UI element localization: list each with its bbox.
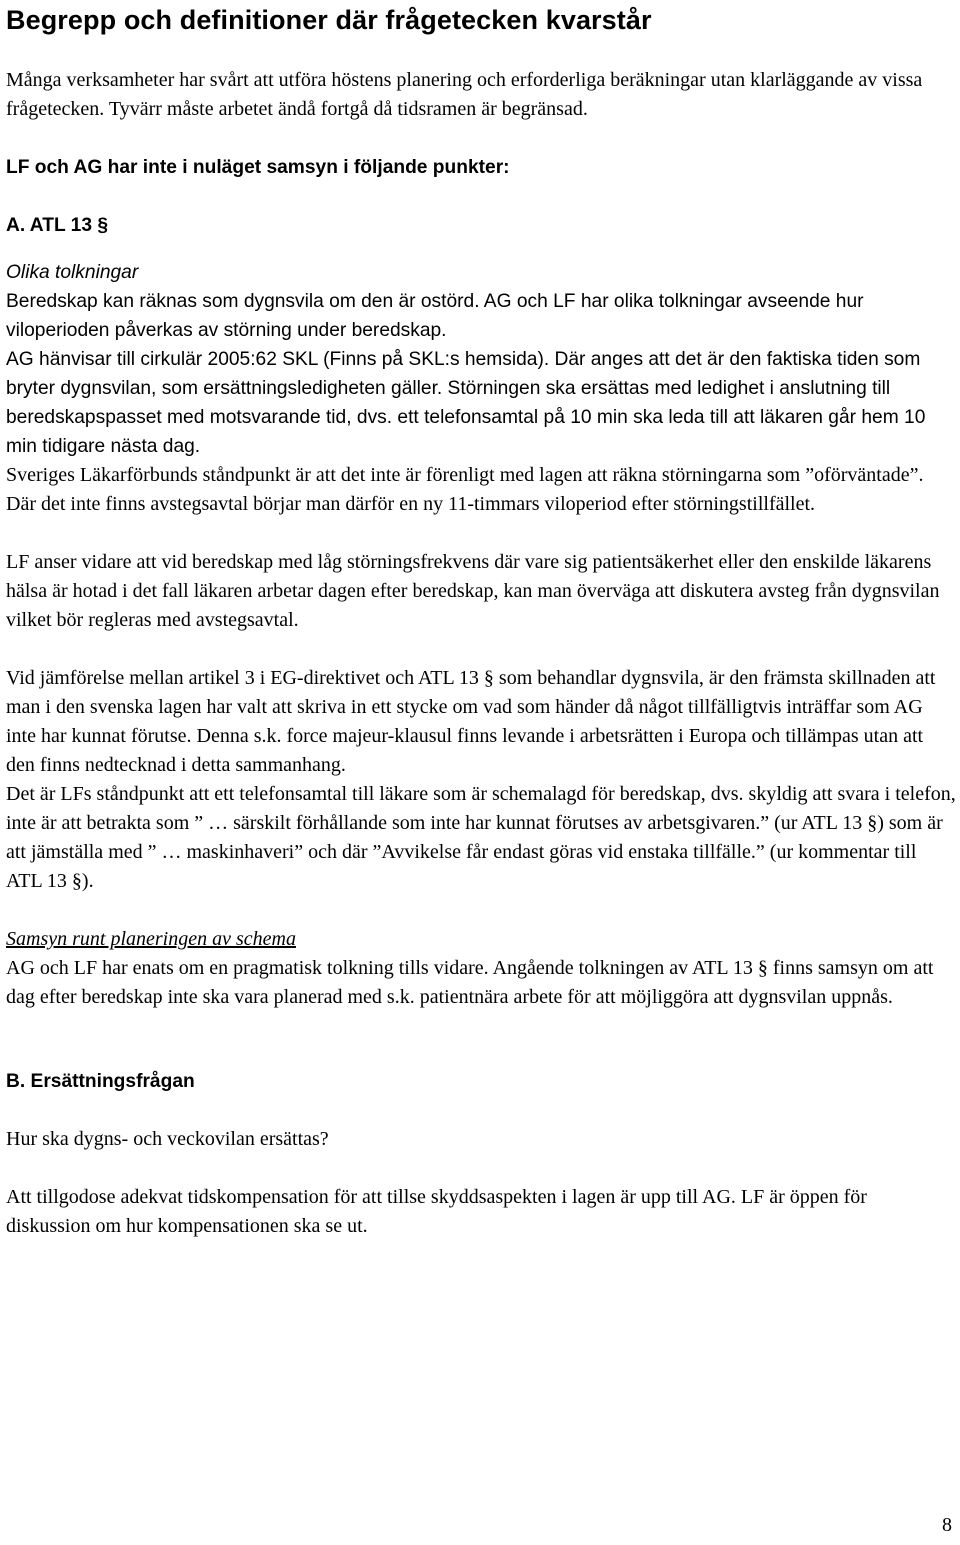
disagreement-heading: LF och AG har inte i nuläget samsyn i följande punkter: xyxy=(6,157,510,178)
section-b-heading: B. Ersättningsfrågan xyxy=(6,1071,195,1092)
section-a-paragraph-5: Vid jämförelse mellan artikel 3 i EG-direktivet och ATL 13 § som behandlar dygnsvila, är den främsta skillnaden att man i den svenska lagen har valt att skriva in ett stycke om vad som händer då något tillfälligtvis inträffar som AG inte har kunnat förutse. Denna s.k. force majeur-klausul finns levande i arbetsrätten i Europa och tillämpas utan att den finns nedtecknad i detta sammanhang. xyxy=(6,667,936,776)
document-page xyxy=(6,0,956,1241)
intro-paragraph: Många verksamheter har svårt att utföra höstens planering och erforderliga beräkningar utan klarläggande av vissa frågetecken. Tyvärr måste arbetet ändå fortgå då tidsramen är begränsad. xyxy=(6,69,923,120)
samsyn-heading: Samsyn runt planeringen av schema xyxy=(6,928,296,950)
section-a-subheading: Olika tolkningar xyxy=(6,262,139,283)
samsyn-paragraph: AG och LF har enats om en pragmatisk tolkning tills vidare. Angående tolkningen av ATL 13 § finns samsyn om att dag efter beredskap inte ska vara planerad med s.k. patientnära arbete för att möjliggöra att dygnsvilan uppnås. xyxy=(6,957,934,1008)
section-a-paragraph-2: AG hänvisar till cirkulär 2005:62 SKL (Finns på SKL:s hemsida). Där anges att det är den faktiska tiden som bryter dygnsvilan, som ersättningsledigheten gäller. Störningen ska ersättas med ledighet i anslutning till beredskapspasset med motsvarande tid, dvs. ett telefonsamtal på 10 min ska leda till att läkaren går hem 10 min tidigare nästa dag. xyxy=(6,349,926,457)
section-a-paragraph-6: Det är LFs ståndpunkt att ett telefonsamtal till läkare som är schemalagd för beredskap, dvs. skyldig att svara i telefon, inte är att betrakta som ” … särskilt förhållande som inte har kunnat förutses av arbetsgivaren.” (ur ATL 13 §) som är att jämställa med ” … maskinhaveri” och där ”Avvikelse får endast göras vid enstaka tillfälle.” (ur kommentar till ATL 13 §). xyxy=(6,783,956,892)
page-number: 8 xyxy=(942,1514,952,1536)
section-a-paragraph-1: Beredskap kan räknas som dygnsvila om den är ostörd. AG och LF har olika tolkningar avseende hur viloperioden påverkas av störning under beredskap. xyxy=(6,291,864,341)
section-a-paragraph-4: LF anser vidare att vid beredskap med låg störningsfrekvens där vare sig patientsäkerhet eller den enskilde läkarens hälsa är hotad i det fall läkaren arbetar dagen efter beredskap, kan man överväga att diskutera avsteg från dygnsvilan vilket bör regleras med avstegsavtal. xyxy=(6,551,940,631)
section-a-paragraph-3: Sveriges Läkarförbunds ståndpunkt är att det inte är förenligt med lagen att räkna störningarna som ”oförväntade”. Där det inte finns avstegsavtal börjar man därför en ny 11-timmars viloperiod efter störningstillfället. xyxy=(6,464,924,515)
page-title: Begrepp och definitioner där frågetecken kvarstår xyxy=(6,5,652,35)
section-a-heading: A. ATL 13 § xyxy=(6,215,109,236)
section-b-answer: Att tillgodose adekvat tidskompensation för att tillse skyddsaspekten i lagen är upp till AG. LF är öppen för diskussion om hur kompensationen ska se ut. xyxy=(6,1186,867,1237)
section-b-question: Hur ska dygns- och veckovilan ersättas? xyxy=(6,1128,329,1150)
